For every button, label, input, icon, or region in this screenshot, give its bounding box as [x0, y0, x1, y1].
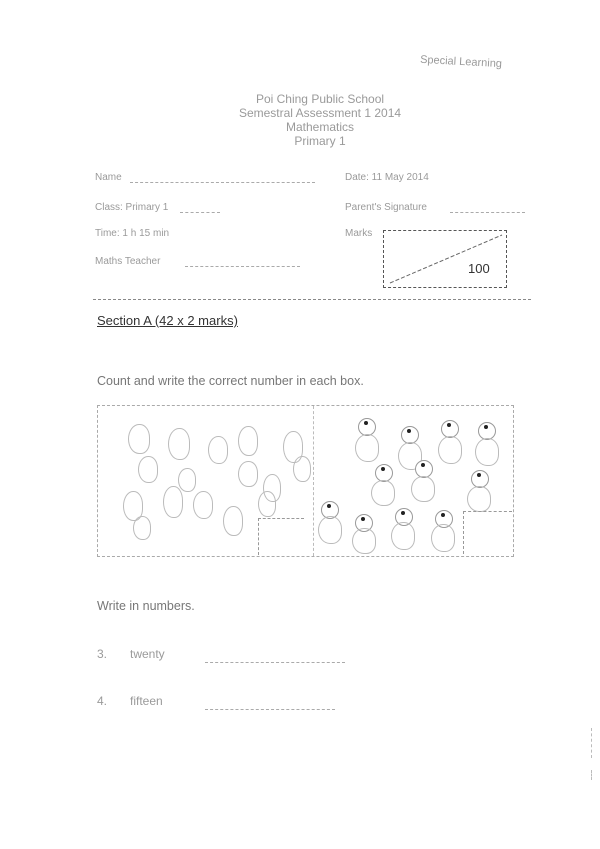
question-3-answer[interactable]	[205, 662, 345, 663]
scan-mark	[591, 770, 592, 780]
school-header	[150, 92, 490, 148]
question-4-answer[interactable]	[205, 709, 335, 710]
marks-box[interactable]	[383, 230, 507, 288]
teacher-field[interactable]	[185, 266, 300, 267]
counting-picture	[97, 405, 514, 557]
subject-title: Mathematics	[285, 120, 355, 134]
marks-label: Marks	[345, 228, 373, 239]
numbers-instruction: Write in numbers.	[97, 599, 195, 613]
corner-note: Special Learning	[419, 53, 503, 71]
parent-signature-label: Parent's Signature	[345, 202, 427, 213]
header-divider	[93, 299, 531, 300]
question-4-word: fifteen	[130, 694, 163, 708]
time-label: Time: 1 h 15 min	[95, 228, 170, 239]
class-label: Class: Primary 1	[95, 202, 169, 213]
assessment-title: Semestral Assessment 1 2014	[238, 106, 402, 120]
school-name: Poi Ching Public School	[255, 92, 385, 106]
teacher-label: Maths Teacher	[95, 256, 161, 267]
marks-box-diagonal	[384, 231, 506, 287]
count-answer-box-2[interactable]	[463, 511, 512, 554]
question-3-number: 3.	[97, 647, 108, 661]
parent-signature-field[interactable]	[450, 212, 525, 213]
class-field[interactable]	[180, 212, 220, 213]
count-instruction: Count and write the correct number in each box.	[97, 374, 364, 388]
name-label: Name	[95, 172, 122, 183]
total-marks: 100	[468, 261, 490, 276]
section-title: Section A (42 x 2 marks)	[97, 313, 238, 328]
question-4-number: 4.	[97, 694, 108, 708]
scan-mark	[591, 728, 592, 758]
question-3-word: twenty	[130, 647, 165, 661]
date-label: Date: 11 May 2014	[345, 172, 429, 183]
paper-title: Primary 1	[294, 134, 346, 148]
count-answer-box-1[interactable]	[258, 518, 304, 555]
name-field[interactable]	[130, 182, 315, 183]
